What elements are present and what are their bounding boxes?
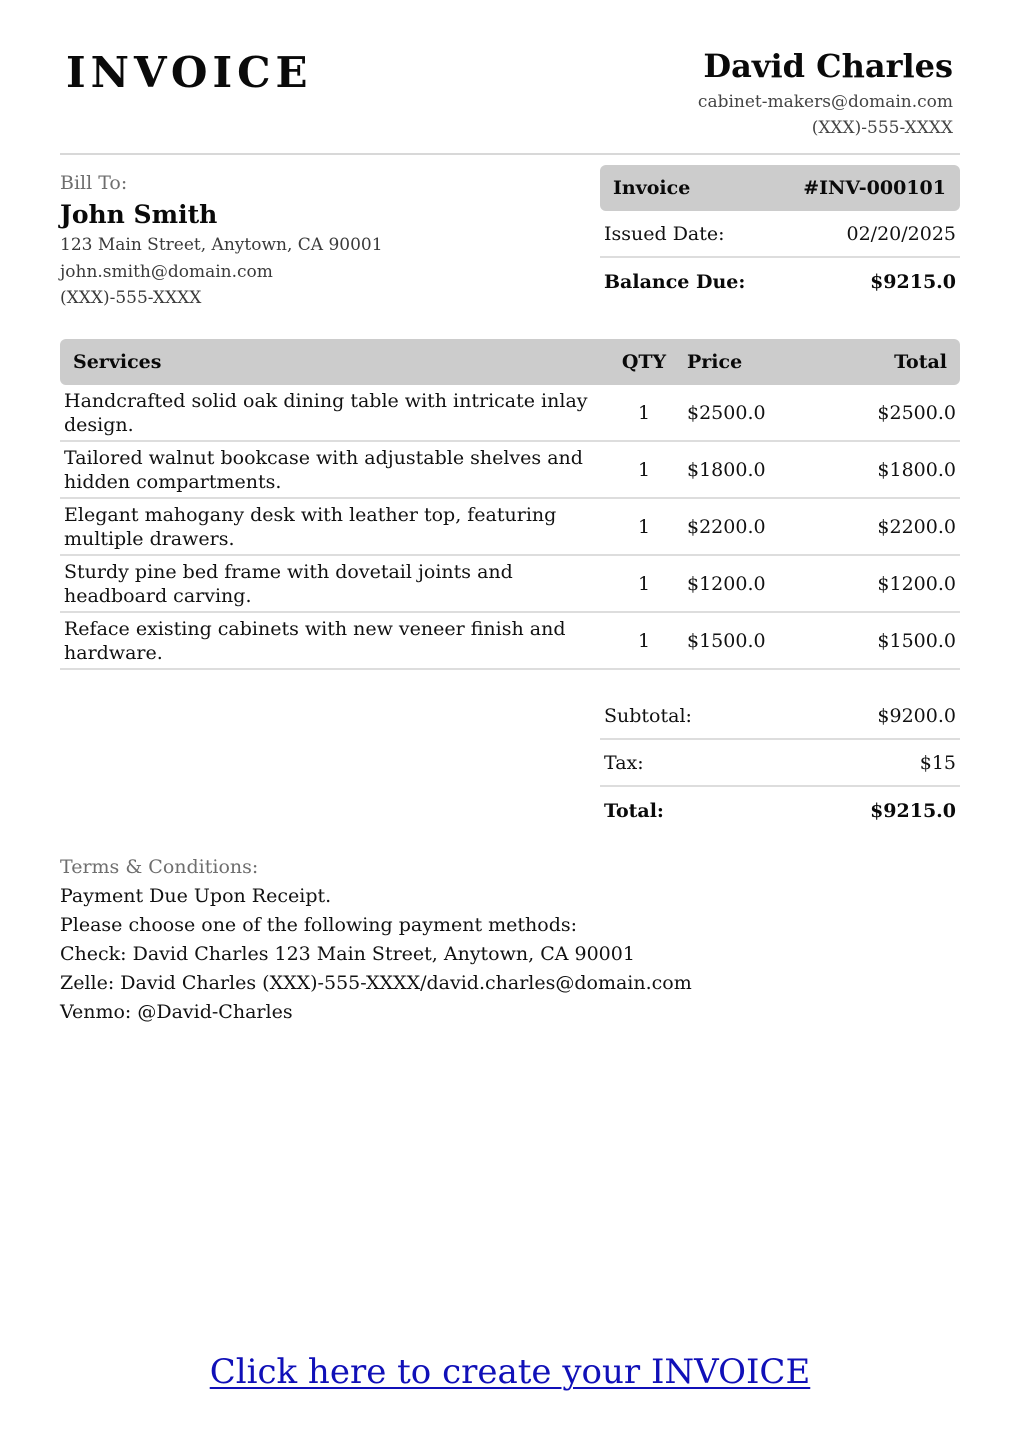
column-header-qty: QTY xyxy=(621,351,667,373)
balance-due-label: Balance Due: xyxy=(604,270,746,293)
total-row xyxy=(600,787,960,834)
bill-to-section xyxy=(60,170,383,312)
service-description: Handcrafted solid oak dining table with intricate inlay design. xyxy=(64,389,588,436)
balance-due-row xyxy=(600,258,960,305)
invoice-number: #INV-000101 xyxy=(803,177,946,199)
client-name: John Smith xyxy=(60,200,218,229)
terms-section xyxy=(60,853,692,1027)
issued-date-label: Issued Date: xyxy=(604,222,725,245)
table-header xyxy=(60,339,960,385)
service-qty: 1 xyxy=(637,629,651,652)
service-description: Reface existing cabinets with new veneer finish and hardware. xyxy=(64,617,566,664)
bill-to-label: Bill To: xyxy=(60,172,128,194)
terms-line: Zelle: David Charles (XXX)-555-XXXX/david.charles@domain.com xyxy=(60,972,692,994)
service-qty: 1 xyxy=(637,572,651,595)
client-email: john.smith@domain.com xyxy=(60,261,273,282)
issued-date-value: 02/20/2025 xyxy=(846,222,956,245)
terms-line: Venmo: @David-Charles xyxy=(60,1001,293,1023)
company-phone: (XXX)-555-XXXX xyxy=(811,118,953,138)
table-row xyxy=(60,499,960,556)
service-description: Elegant mahogany desk with leather top, featuring multiple drawers. xyxy=(64,503,557,550)
terms-line: Please choose one of the following payment methods: xyxy=(60,914,578,936)
company-email: cabinet-makers@domain.com xyxy=(697,92,953,112)
column-header-services: Services xyxy=(73,351,162,373)
service-price: $1200.0 xyxy=(687,572,766,595)
terms-line: Check: David Charles 123 Main Street, Anytown, CA 90001 xyxy=(60,943,635,965)
table-row xyxy=(60,385,960,442)
service-qty: 1 xyxy=(637,458,651,481)
total-label: Total: xyxy=(604,799,664,822)
subtotal-row xyxy=(600,693,960,740)
service-total: $1800.0 xyxy=(877,458,956,481)
terms-line: Payment Due Upon Receipt. xyxy=(60,885,332,907)
balance-due-value: $9215.0 xyxy=(870,270,956,293)
tax-row xyxy=(600,740,960,787)
service-total: $2200.0 xyxy=(877,515,956,538)
column-header-total: Total xyxy=(894,351,947,373)
subtotal-value: $9200.0 xyxy=(877,704,956,727)
cta-container xyxy=(0,1352,1020,1392)
invoice-number-header xyxy=(600,165,960,211)
terms-label: Terms & Conditions: xyxy=(60,856,259,878)
service-description: Sturdy pine bed frame with dovetail joints and headboard carving. xyxy=(64,560,513,607)
total-value: $9215.0 xyxy=(870,799,956,822)
create-invoice-link[interactable]: Click here to create your INVOICE xyxy=(209,1352,811,1392)
service-price: $2500.0 xyxy=(687,401,766,424)
tax-value: $15 xyxy=(919,751,956,774)
service-description: Tailored walnut bookcase with adjustable shelves and hidden compartments. xyxy=(64,446,583,493)
column-header-price: Price xyxy=(687,351,743,373)
header-divider xyxy=(60,153,960,155)
service-total: $1200.0 xyxy=(877,572,956,595)
service-total: $2500.0 xyxy=(877,401,956,424)
services-table xyxy=(60,339,960,670)
table-row xyxy=(60,442,960,499)
table-row xyxy=(60,556,960,613)
company-name: David Charles xyxy=(703,47,953,85)
service-price: $1800.0 xyxy=(687,458,766,481)
service-qty: 1 xyxy=(637,401,651,424)
service-price: $1500.0 xyxy=(687,629,766,652)
service-qty: 1 xyxy=(637,515,651,538)
service-price: $2200.0 xyxy=(687,515,766,538)
company-info xyxy=(698,46,953,141)
service-total: $1500.0 xyxy=(877,629,956,652)
client-phone: (XXX)-555-XXXX xyxy=(60,288,202,308)
table-row xyxy=(60,613,960,670)
subtotal-label: Subtotal: xyxy=(604,704,692,727)
client-address: 123 Main Street, Anytown, CA 90001 xyxy=(60,235,383,255)
invoice-label: Invoice xyxy=(613,177,691,199)
tax-label: Tax: xyxy=(604,751,644,774)
issued-date-row xyxy=(600,211,960,258)
invoice-title: INVOICE xyxy=(66,48,313,97)
invoice-meta xyxy=(600,165,960,305)
totals-section xyxy=(600,693,960,834)
